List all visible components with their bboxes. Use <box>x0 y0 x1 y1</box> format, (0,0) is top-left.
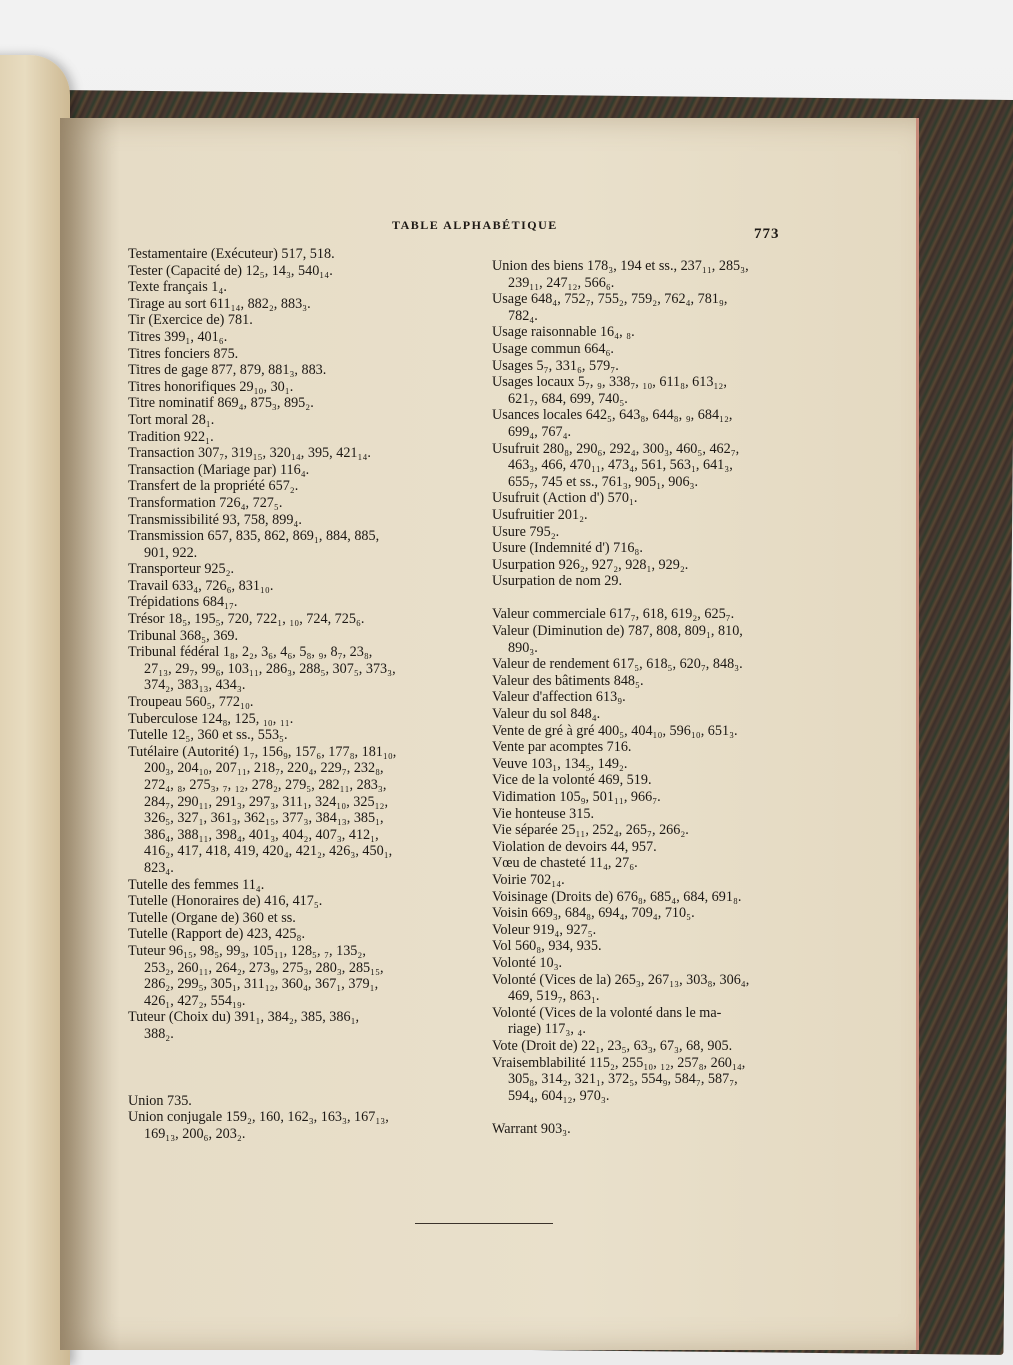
index-list-w <box>492 1121 832 1138</box>
index-entry <box>492 855 832 872</box>
index-entry-line: Usages locaux 5₇, ₉, 338₇, ₁₀, 611₈, 613₁₂, <box>492 374 727 391</box>
index-entry <box>492 407 832 440</box>
index-entry <box>128 395 488 412</box>
index-entry-continuation: 386₄, 388₁₁, 398₄, 401₃, 404₂, 407₃, 412₁, <box>144 826 379 843</box>
index-entry <box>492 972 832 1005</box>
index-entry <box>128 362 488 379</box>
index-entry-continuation: 200₃, 204₁₀, 207₁₁, 218₇, 220₄, 229₇, 232₈, <box>144 760 384 777</box>
index-entry <box>492 922 832 939</box>
index-entry <box>128 1109 488 1142</box>
section-spacer <box>128 1043 488 1093</box>
index-entry-line: Transformation 726₄, 727₅. <box>128 494 283 511</box>
index-entry <box>492 291 832 324</box>
index-entry-line: Volonté (Vices de la) 265₃, 267₁₃, 303₈, 306₄, <box>492 971 750 988</box>
index-entry-continuation: 463₃, 466, 470₁₁, 473₄, 561, 563₁, 641₃, <box>508 457 733 474</box>
index-entry <box>492 706 832 723</box>
index-entry-line: Transporteur 925₂. <box>128 561 235 578</box>
index-entry-line: Valeur de rendement 617₅, 618₅, 620₇, 848₃. <box>492 656 743 673</box>
index-entry <box>128 445 488 462</box>
index-entry-continuation: 272₄, ₈, 275₃, ₇, ₁₂, 278₂, 279₅, 282₁₁, 283₃, <box>144 777 387 793</box>
index-entry-line: Usufruit 280₈, 290₆, 292₄, 300₃, 460₅, 462₇, <box>492 440 740 457</box>
index-entry <box>128 644 488 694</box>
index-entry <box>492 623 832 656</box>
index-entry <box>492 1121 832 1138</box>
index-entry <box>492 258 832 291</box>
gutter-shadow <box>60 118 120 1350</box>
index-entry <box>128 561 488 578</box>
index-entry <box>492 490 832 507</box>
index-entry <box>128 877 488 894</box>
index-entry <box>492 938 832 955</box>
index-entry-line: Vote (Droit de) 22₁, 23₅, 63₃, 67₃, 68, 905. <box>492 1037 733 1054</box>
index-entry-line: Titres honorifiques 29₁₀, 30₁. <box>128 378 294 395</box>
index-entry-line: Usurpation de nom 29. <box>492 573 623 590</box>
index-entry-line: Warrant 903₃. <box>492 1120 571 1137</box>
index-entry-line: Vol 560₈, 934, 935. <box>492 938 602 955</box>
index-entry <box>492 1055 832 1105</box>
index-entry-line: Tir (Exercice de) 781. <box>128 312 253 329</box>
index-entry-line: Voirie 702₁₄. <box>492 871 565 888</box>
index-entry-line: Valeur commerciale 617₇, 618, 619₂, 625₇. <box>492 606 735 623</box>
index-entry <box>128 512 488 529</box>
index-entry-continuation: 284₇, 290₁₁, 291₃, 297₃, 311₁, 324₁₀, 325₁₂, <box>144 793 389 810</box>
index-column-left <box>128 246 488 1142</box>
index-entry-line: Valeur d'affection 613₉. <box>492 689 626 706</box>
index-entry-line: Tuteur (Choix du) 391₁, 384₂, 385, 386₁, <box>128 1009 360 1026</box>
index-entry-line: Transaction 307₇, 319₁₅, 320₁₄, 395, 421₁₄. <box>128 445 371 462</box>
index-entry <box>492 955 832 972</box>
index-entry-line: Tutelle 12₅, 360 et ss., 553₅. <box>128 727 288 744</box>
section-spacer <box>492 590 832 607</box>
index-entry <box>492 656 832 673</box>
index-entry-continuation: 388₂. <box>144 1025 174 1042</box>
index-entry-line: Tradition 922₁. <box>128 428 214 445</box>
index-entry-line: Valeur du sol 848₄. <box>492 706 601 723</box>
index-entry-line: Usure (Indemnité d') 716₈. <box>492 540 643 557</box>
index-entry-continuation: 27₁₃, 29₇, 99₆, 103₁₁, 286₃, 288₅, 307₅, 373₃, <box>144 660 396 677</box>
index-entry <box>128 462 488 479</box>
index-entry-continuation: 594₄, 604₁₂, 970₃. <box>508 1087 610 1104</box>
index-entry-line: Tuteur 96₁₅, 98₅, 99₃, 105₁₁, 128₅, ₇, 135₂, <box>128 942 366 959</box>
index-entry-line: Tester (Capacité de) 12₅, 14₃, 540₁₄. <box>128 262 333 279</box>
index-entry-continuation: 169₁₃, 200₆, 203₂. <box>144 1125 246 1142</box>
index-entry-continuation: 305₈, 314₂, 321₁, 372₅, 554₉, 584₇, 587₇, <box>508 1071 738 1088</box>
index-entry <box>128 329 488 346</box>
index-entry <box>492 374 832 407</box>
index-entry <box>492 739 832 756</box>
index-entry <box>492 723 832 740</box>
index-entry <box>128 478 488 495</box>
index-entry-line: Tuberculose 124₈, 125, ₁₀, ₁₁. <box>128 710 294 727</box>
index-entry <box>128 279 488 296</box>
index-entry <box>492 540 832 557</box>
page-number: 773 <box>754 226 780 242</box>
index-entry-continuation: 699₄, 767₄. <box>508 423 572 440</box>
index-entry <box>128 943 488 1009</box>
index-entry-line: Vie honteuse 315. <box>492 805 594 822</box>
index-entry <box>128 1093 488 1110</box>
index-entry <box>128 379 488 396</box>
index-entry-line: Titre nominatif 869₄, 875₃, 895₂. <box>128 395 314 412</box>
index-entry <box>492 822 832 839</box>
index-entry-line: Tort moral 28₁. <box>128 411 215 428</box>
page-header-title: TABLE ALPHABÉTIQUE <box>392 218 558 232</box>
index-entry-line: Vie séparée 25₁₁, 252₄, 265₇, 266₂. <box>492 822 689 839</box>
index-entry <box>492 772 832 789</box>
index-entry <box>492 441 832 491</box>
index-entry-continuation: 326₅, 327₁, 361₃, 362₁₅, 377₃, 384₁₃, 385₁, <box>144 810 384 827</box>
index-entry-continuation: 253₂, 260₁₁, 264₂, 273₉, 275₃, 280₃, 285₁₅, <box>144 959 384 976</box>
index-entry-line: Voleur 919₄, 927₅. <box>492 921 597 938</box>
index-entry-continuation: 374₂, 383₁₃, 434₃. <box>144 677 246 694</box>
index-entry-line: Transmission 657, 835, 862, 869₁, 884, 885, <box>128 528 380 545</box>
index-entry-line: Usage commun 664₆. <box>492 340 614 357</box>
index-entry-line: Troupeau 560₅, 772₁₀. <box>128 694 254 711</box>
index-entry <box>492 756 832 773</box>
index-entry-line: Volonté 10₃. <box>492 954 563 971</box>
index-entry <box>492 889 832 906</box>
index-entry-line: Tutélaire (Autorité) 1₇, 156₉, 157₆, 177₈, 181₁₀, <box>128 743 397 760</box>
index-entry <box>128 744 488 877</box>
index-entry-line: Usurpation 926₂, 927₂, 928₁, 929₂. <box>492 556 689 573</box>
index-entry <box>492 689 832 706</box>
index-entry-line: Testamentaire (Exécuteur) 517, 518. <box>128 246 335 262</box>
index-entry-line: Violation de devoirs 44, 957. <box>492 838 657 855</box>
index-entry-line: Usufruitier 201₂. <box>492 506 588 523</box>
index-entry <box>492 573 832 590</box>
index-entry-line: Union des biens 178₃, 194 et ss., 237₁₁, 285₃, <box>492 258 749 274</box>
index-entry-line: Titres de gage 877, 879, 881₃, 883. <box>128 362 327 379</box>
index-entry <box>128 611 488 628</box>
index-entry-line: Tutelle des femmes 11₄. <box>128 876 265 893</box>
index-entry-continuation: 426₁, 427₂, 554₁₉. <box>144 992 246 1009</box>
index-entry-line: Vraisemblabilité 115₂, 255₁₀, ₁₂, 257₈, 260₁₄, <box>492 1054 746 1071</box>
index-entry-line: Volonté (Vices de la volonté dans le ma- <box>492 1004 722 1021</box>
index-entry-line: Vœu de chasteté 11₄, 27₆. <box>492 855 638 872</box>
index-entry <box>128 246 488 263</box>
index-list-u <box>128 1093 488 1143</box>
index-entry <box>492 606 832 623</box>
index-entry <box>492 557 832 574</box>
index-list-v <box>492 606 832 1104</box>
index-entry-line: Travail 633₄, 726₆, 831₁₀. <box>128 577 274 594</box>
index-entry <box>128 495 488 512</box>
index-entry <box>492 1005 832 1038</box>
index-entry-line: Trésor 18₅, 195₅, 720, 722₁, ₁₀, 724, 725₆. <box>128 611 365 628</box>
index-entry <box>492 358 832 375</box>
index-entry-continuation: 823₄. <box>144 859 174 876</box>
index-entry-line: Voisinage (Droits de) 676₈, 685₄, 684, 691₈. <box>492 888 742 905</box>
index-entry-continuation: 286₂, 299₅, 305₁, 311₁₂, 360₄, 367₁, 379₁, <box>144 976 379 993</box>
index-entry-line: Texte français 1₄. <box>128 279 227 296</box>
index-entry-line: Transfert de la propriété 657₂. <box>128 478 299 495</box>
index-entry <box>128 1009 488 1042</box>
index-entry-line: Tutelle (Organe de) 360 et ss. <box>128 909 296 926</box>
index-entry-continuation: 621₇, 684, 699, 740₅. <box>508 390 628 407</box>
index-entry-line: Usure 795₂. <box>492 523 560 540</box>
index-entry <box>128 528 488 561</box>
index-entry <box>128 312 488 329</box>
index-entry <box>128 429 488 446</box>
index-entry <box>492 839 832 856</box>
index-entry <box>128 628 488 645</box>
index-entry <box>128 694 488 711</box>
index-entry-line: Union conjugale 159₂, 160, 162₃, 163₃, 167₁₃, <box>128 1109 389 1126</box>
index-entry-continuation: 239₁₁, 247₁₂, 566₆. <box>508 274 615 291</box>
index-entry <box>492 507 832 524</box>
index-entry-line: Vente par acomptes 716. <box>492 739 632 756</box>
index-entry-line: Usage 648₄, 752₇, 755₂, 759₂, 762₄, 781₉, <box>492 291 728 308</box>
section-spacer <box>492 1104 832 1121</box>
index-entry <box>492 324 832 341</box>
index-entry <box>128 578 488 595</box>
index-entry-line: Valeur des bâtiments 848₅. <box>492 672 644 689</box>
index-column-right <box>492 258 832 1137</box>
index-list-t <box>128 246 488 1043</box>
index-entry-continuation: 782₄. <box>508 307 538 324</box>
index-entry-line: Transmissibilité 93, 758, 899₄. <box>128 511 302 528</box>
index-entry <box>128 346 488 363</box>
index-entry-line: Titres fonciers 875. <box>128 345 239 362</box>
index-entry-continuation: 901, 922. <box>144 544 198 561</box>
index-entry <box>492 1038 832 1055</box>
index-entry-continuation: riage) 117₃, ₄. <box>508 1021 586 1038</box>
index-entry <box>128 910 488 927</box>
index-entry-line: Vice de la volonté 469, 519. <box>492 772 652 789</box>
index-entry-line: Tribunal 368₅, 369. <box>128 627 239 644</box>
index-entry <box>128 296 488 313</box>
index-entry <box>128 893 488 910</box>
index-entry-line: Usufruit (Action d') 570₁. <box>492 490 638 507</box>
index-entry-continuation: 655₇, 745 et ss., 761₃, 905₁, 906₃. <box>508 473 699 490</box>
index-entry-line: Voisin 669₃, 684₈, 694₄, 709₄, 710₅. <box>492 905 695 922</box>
index-entry <box>128 926 488 943</box>
index-entry-line: Tirage au sort 611₁₄, 882₂, 883₃. <box>128 295 311 312</box>
index-entry-continuation: 469, 519₇, 863₁. <box>508 988 600 1005</box>
index-entry <box>492 789 832 806</box>
index-entry-continuation: 890₃. <box>508 639 538 656</box>
index-entry <box>492 806 832 823</box>
index-entry-line: Tutelle (Rapport de) 423, 425₈. <box>128 926 306 943</box>
index-entry <box>492 905 832 922</box>
end-rule <box>415 1223 553 1224</box>
index-entry-continuation: 416₂, 417, 418, 419, 420₄, 421₂, 426₃, 450₁, <box>144 843 393 860</box>
index-entry <box>128 594 488 611</box>
index-entry <box>128 727 488 744</box>
index-entry <box>492 341 832 358</box>
index-entry <box>128 263 488 280</box>
index-entry <box>128 412 488 429</box>
index-entry <box>492 872 832 889</box>
index-entry-line: Titres 399₁, 401₆. <box>128 328 228 345</box>
index-entry-line: Vidimation 105₉, 501₁₁, 966₇. <box>492 789 661 805</box>
index-entry-line: Union 735. <box>128 1092 192 1109</box>
index-list-u-right <box>492 258 832 590</box>
index-entry-line: Tribunal fédéral 1₈, 2₂, 3₆, 4₆, 5₈, ₉, 8₇, 23₈, <box>128 644 373 661</box>
index-entry-line: Vente de gré à gré 400₅, 404₁₀, 596₁₀, 651₃. <box>492 722 738 739</box>
index-entry <box>128 711 488 728</box>
index-entry-line: Veuve 103₁, 134₅, 149₂. <box>492 755 628 772</box>
index-entry <box>492 673 832 690</box>
index-entry-line: Usage raisonnable 16₄, ₈. <box>492 324 635 341</box>
index-entry <box>492 524 832 541</box>
index-entry-line: Tutelle (Honoraires de) 416, 417₅. <box>128 893 323 910</box>
index-entry-line: Valeur (Diminution de) 787, 808, 809₁, 810, <box>492 623 743 640</box>
index-entry-line: Usances locales 642₅, 643₈, 644₈, ₉, 684₁₂, <box>492 407 733 424</box>
index-entry-line: Trépidations 684₁₇. <box>128 594 238 611</box>
index-entry-line: Transaction (Mariage par) 116₄. <box>128 461 310 478</box>
index-entry-line: Usages 5₇, 331₆, 579₇. <box>492 357 619 374</box>
